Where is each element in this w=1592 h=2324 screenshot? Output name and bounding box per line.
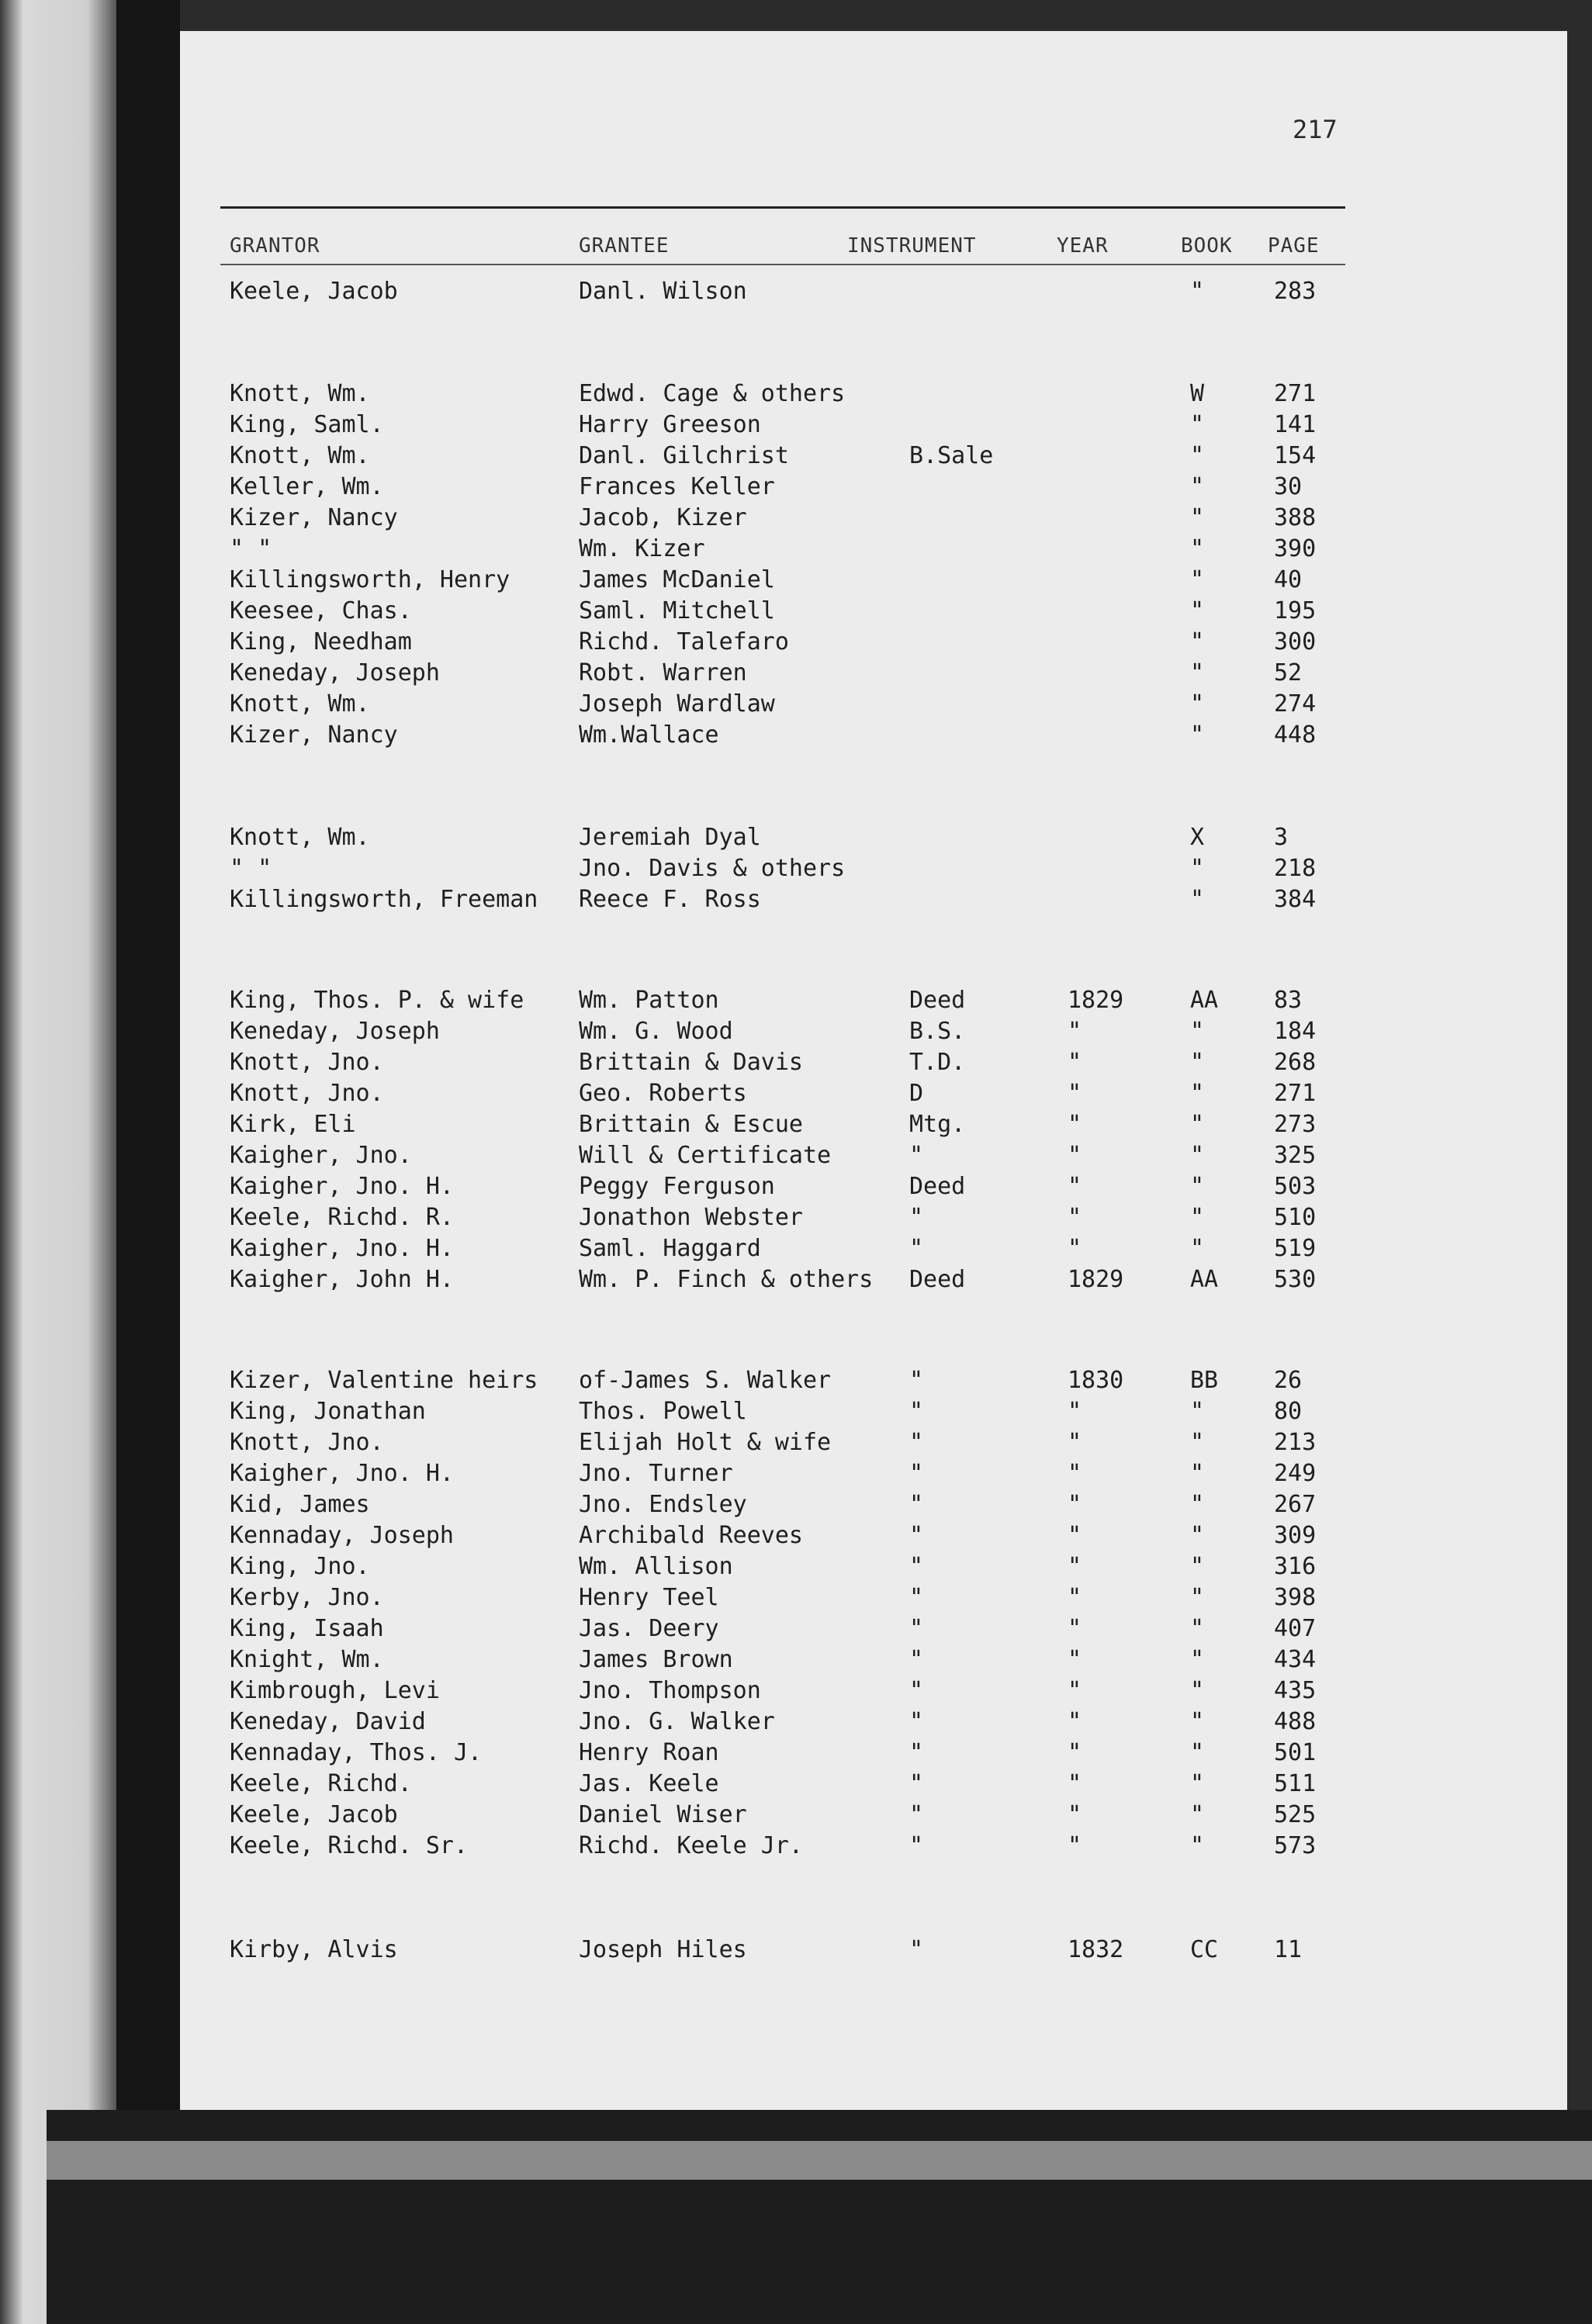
row-grantee: Jno. Endsley: [579, 1491, 747, 1518]
header-grantee: GRANTEE: [579, 234, 670, 258]
row-book: ": [1190, 1049, 1205, 1076]
row-book: ": [1190, 1491, 1205, 1518]
row-year: ": [1068, 1111, 1082, 1138]
ledger-row: [180, 886, 1567, 917]
row-book: ": [1190, 1739, 1205, 1766]
row-instrument: Deed: [909, 1266, 966, 1293]
row-book: ": [1190, 597, 1205, 624]
row-year: ": [1068, 1398, 1082, 1425]
row-grantor: Kaigher, John H.: [230, 1266, 454, 1293]
row-grantee: Wm. Allison: [579, 1553, 733, 1580]
ledger-row: [180, 1080, 1567, 1111]
row-instrument: ": [909, 1584, 924, 1611]
row-book: BB: [1190, 1367, 1219, 1394]
row-grantee: Thos. Powell: [579, 1398, 747, 1425]
ledger-row: [180, 1936, 1567, 1967]
row-page: 268: [1274, 1049, 1317, 1076]
row-grantee: Joseph Hiles: [579, 1936, 747, 1963]
row-year: 1829: [1068, 987, 1124, 1014]
row-book: ": [1190, 1429, 1205, 1456]
row-book: ": [1190, 1111, 1205, 1138]
row-year: ": [1068, 1522, 1082, 1549]
row-instrument: ": [909, 1142, 924, 1169]
row-grantor: Kaigher, Jno. H.: [230, 1173, 454, 1200]
row-instrument: Deed: [909, 987, 966, 1014]
ledger-row: [180, 1235, 1567, 1266]
row-year: ": [1068, 1080, 1082, 1107]
row-grantee: Henry Roan: [579, 1739, 719, 1766]
ledger-row: [180, 855, 1567, 886]
header-book: BOOK: [1181, 234, 1233, 258]
row-page: 316: [1274, 1553, 1317, 1580]
row-grantor: Kennaday, Thos. J.: [230, 1739, 483, 1766]
ledger-row: [180, 1708, 1567, 1739]
row-year: ": [1068, 1646, 1082, 1673]
row-book: ": [1190, 1398, 1205, 1425]
row-grantee: Henry Teel: [579, 1584, 719, 1611]
header-year: YEAR: [1057, 234, 1109, 258]
row-book: AA: [1190, 987, 1219, 1014]
row-page: 510: [1274, 1204, 1317, 1231]
row-instrument: T.D.: [909, 1049, 966, 1076]
row-year: 1830: [1068, 1367, 1124, 1394]
row-grantee: Richd. Talefaro: [579, 628, 789, 655]
row-page: 407: [1274, 1615, 1317, 1642]
row-year: ": [1068, 1460, 1082, 1487]
row-grantor: Kirby, Alvis: [230, 1936, 398, 1963]
row-grantor: Keele, Jacob: [230, 278, 398, 305]
row-grantee: Wm. P. Finch & others: [579, 1266, 874, 1293]
row-grantee: Jas. Deery: [579, 1615, 719, 1642]
row-grantee: Daniel Wiser: [579, 1801, 747, 1828]
row-page: 573: [1274, 1832, 1317, 1859]
ledger-row: [180, 1460, 1567, 1491]
row-page: 52: [1274, 659, 1303, 686]
row-instrument: ": [909, 1646, 924, 1673]
row-page: 213: [1274, 1429, 1317, 1456]
row-grantee: Jno. Turner: [579, 1460, 733, 1487]
row-instrument: Deed: [909, 1173, 966, 1200]
row-grantor: Keesee, Chas.: [230, 597, 412, 624]
row-page: 271: [1274, 1080, 1317, 1107]
row-grantee: Wm.Wallace: [579, 721, 719, 749]
row-book: ": [1190, 278, 1205, 305]
row-grantee: Jno. Thompson: [579, 1677, 761, 1704]
row-book: ": [1190, 1173, 1205, 1200]
row-page: 83: [1274, 987, 1303, 1014]
ledger-row: [180, 628, 1567, 659]
row-page: 448: [1274, 721, 1317, 749]
row-instrument: ": [909, 1615, 924, 1642]
row-page: 398: [1274, 1584, 1317, 1611]
row-book: ": [1190, 1235, 1205, 1262]
ledger-row: [180, 1832, 1567, 1863]
row-instrument: ": [909, 1801, 924, 1828]
row-page: 384: [1274, 886, 1317, 913]
row-book: ": [1190, 1770, 1205, 1797]
row-book: ": [1190, 659, 1205, 686]
row-book: ": [1190, 1204, 1205, 1231]
row-book: ": [1190, 721, 1205, 749]
row-instrument: ": [909, 1204, 924, 1231]
row-book: ": [1190, 566, 1205, 593]
row-grantor: King, Isaah: [230, 1615, 384, 1642]
ledger-row: [180, 1770, 1567, 1801]
row-page: 300: [1274, 628, 1317, 655]
row-book: ": [1190, 1460, 1205, 1487]
row-grantee: Jas. Keele: [579, 1770, 719, 1797]
row-grantee: Reece F. Ross: [579, 886, 761, 913]
row-grantor: King, Needham: [230, 628, 412, 655]
row-year: ": [1068, 1584, 1082, 1611]
row-year: 1832: [1068, 1936, 1124, 1963]
row-book: ": [1190, 1615, 1205, 1642]
row-grantee: James Brown: [579, 1646, 733, 1673]
ledger-row: [180, 1204, 1567, 1235]
row-grantor: Keele, Richd. R.: [230, 1204, 454, 1231]
row-page: 184: [1274, 1018, 1317, 1045]
row-instrument: ": [909, 1460, 924, 1487]
row-grantee: Elijah Holt & wife: [579, 1429, 832, 1456]
row-grantee: Harry Greeson: [579, 411, 761, 438]
row-page: 30: [1274, 473, 1303, 500]
row-page: 309: [1274, 1522, 1317, 1549]
ledger-row: [180, 1553, 1567, 1584]
row-year: ": [1068, 1770, 1082, 1797]
row-grantor: Knott, Jno.: [230, 1080, 384, 1107]
ledger-row: [180, 597, 1567, 628]
ledger-row: [180, 1266, 1567, 1297]
row-grantee: Frances Keller: [579, 473, 775, 500]
row-grantee: Joseph Wardlaw: [579, 690, 775, 718]
header-instrument: INSTRUMENT: [847, 234, 977, 258]
ledger-row: [180, 473, 1567, 504]
row-grantee: Jno. G. Walker: [579, 1708, 775, 1735]
row-grantor: King, Saml.: [230, 411, 384, 438]
row-instrument: B.Sale: [909, 442, 994, 469]
header-bottom-rule: [220, 264, 1345, 265]
row-grantor: Keele, Jacob: [230, 1801, 398, 1828]
row-grantor: " ": [230, 535, 272, 562]
row-book: ": [1190, 1832, 1205, 1859]
page-number: 217: [1293, 115, 1338, 144]
row-page: 26: [1274, 1367, 1303, 1394]
row-instrument: Mtg.: [909, 1111, 966, 1138]
row-page: 3: [1274, 824, 1289, 851]
row-grantor: Knott, Wm.: [230, 442, 370, 469]
row-grantee: Brittain & Davis: [579, 1049, 803, 1076]
row-book: W: [1190, 380, 1205, 407]
row-book: ": [1190, 1708, 1205, 1735]
row-book: ": [1190, 628, 1205, 655]
header-top-rule: [220, 206, 1345, 209]
row-book: ": [1190, 1801, 1205, 1828]
row-grantee: of-James S. Walker: [579, 1367, 832, 1394]
row-page: 80: [1274, 1398, 1303, 1425]
row-book: ": [1190, 886, 1205, 913]
row-page: 273: [1274, 1111, 1317, 1138]
row-page: 249: [1274, 1460, 1317, 1487]
row-grantor: Kaigher, Jno. H.: [230, 1460, 454, 1487]
row-grantee: Brittain & Escue: [579, 1111, 803, 1138]
row-page: 267: [1274, 1491, 1317, 1518]
row-book: ": [1190, 1677, 1205, 1704]
row-grantor: Keele, Richd. Sr.: [230, 1832, 469, 1859]
row-page: 434: [1274, 1646, 1317, 1673]
ledger-row: [180, 1677, 1567, 1708]
row-page: 195: [1274, 597, 1317, 624]
ledger-row: [180, 278, 1567, 309]
row-instrument: ": [909, 1491, 924, 1518]
row-grantor: Keneday, Joseph: [230, 1018, 440, 1045]
scanner-edge-highlight: [47, 2141, 1592, 2180]
row-instrument: ": [909, 1770, 924, 1797]
row-book: ": [1190, 1553, 1205, 1580]
row-grantee: Jno. Davis & others: [579, 855, 846, 882]
row-book: ": [1190, 1646, 1205, 1673]
row-grantor: Knott, Wm.: [230, 380, 370, 407]
row-book: ": [1190, 535, 1205, 562]
row-book: ": [1190, 1018, 1205, 1045]
row-page: 519: [1274, 1235, 1317, 1262]
row-instrument: ": [909, 1429, 924, 1456]
ledger-row: [180, 1142, 1567, 1173]
ledger-row: [180, 690, 1567, 721]
ledger-row: [180, 1522, 1567, 1553]
ledger-row: [180, 411, 1567, 442]
ledger-row: [180, 566, 1567, 597]
row-grantor: Keller, Wm.: [230, 473, 384, 500]
row-year: ": [1068, 1739, 1082, 1766]
ledger-row: [180, 824, 1567, 855]
row-year: ": [1068, 1677, 1082, 1704]
row-instrument: ": [909, 1936, 924, 1963]
row-year: ": [1068, 1553, 1082, 1580]
row-instrument: B.S.: [909, 1018, 966, 1045]
row-page: 511: [1274, 1770, 1317, 1797]
row-grantor: King, Thos. P. & wife: [230, 987, 524, 1014]
row-year: ": [1068, 1142, 1082, 1169]
row-instrument: ": [909, 1553, 924, 1580]
ledger-row: [180, 1049, 1567, 1080]
row-page: 501: [1274, 1739, 1317, 1766]
row-instrument: ": [909, 1739, 924, 1766]
row-grantor: Kennaday, Joseph: [230, 1522, 454, 1549]
row-grantee: Will & Certificate: [579, 1142, 832, 1169]
row-grantee: Archibald Reeves: [579, 1522, 803, 1549]
row-page: 325: [1274, 1142, 1317, 1169]
row-year: ": [1068, 1235, 1082, 1262]
row-year: ": [1068, 1429, 1082, 1456]
row-grantor: Keneday, David: [230, 1708, 426, 1735]
row-book: ": [1190, 411, 1205, 438]
row-year: ": [1068, 1801, 1082, 1828]
row-book: ": [1190, 855, 1205, 882]
row-book: ": [1190, 1584, 1205, 1611]
ledger-row: [180, 1429, 1567, 1460]
row-grantee: Jeremiah Dyal: [579, 824, 761, 851]
row-grantee: Peggy Ferguson: [579, 1173, 775, 1200]
ledger-row: [180, 442, 1567, 473]
row-instrument: D: [909, 1080, 924, 1107]
row-year: ": [1068, 1491, 1082, 1518]
ledger-row: [180, 1739, 1567, 1770]
row-year: 1829: [1068, 1266, 1124, 1293]
row-page: 530: [1274, 1266, 1317, 1293]
row-page: 283: [1274, 278, 1317, 305]
row-grantee: Wm. G. Wood: [579, 1018, 733, 1045]
row-book: X: [1190, 824, 1205, 851]
row-instrument: ": [909, 1367, 924, 1394]
row-grantee: Edwd. Cage & others: [579, 380, 846, 407]
row-page: 11: [1274, 1936, 1303, 1963]
row-page: 154: [1274, 442, 1317, 469]
row-grantor: Kirk, Eli: [230, 1111, 356, 1138]
row-year: ": [1068, 1018, 1082, 1045]
row-page: 390: [1274, 535, 1317, 562]
row-grantor: Knott, Wm.: [230, 690, 370, 718]
row-page: 274: [1274, 690, 1317, 718]
row-book: ": [1190, 1522, 1205, 1549]
row-instrument: ": [909, 1398, 924, 1425]
row-grantee: Robt. Warren: [579, 659, 747, 686]
book-spine: [116, 0, 180, 2324]
header-page: PAGE: [1268, 234, 1320, 258]
row-grantor: Kaigher, Jno. H.: [230, 1235, 454, 1262]
row-grantor: Knight, Wm.: [230, 1646, 384, 1673]
row-year: ": [1068, 1204, 1082, 1231]
ledger-row: [180, 504, 1567, 535]
ledger-row: [180, 1173, 1567, 1204]
row-grantee: Jonathon Webster: [579, 1204, 803, 1231]
row-page: 388: [1274, 504, 1317, 531]
row-grantee: Danl. Gilchrist: [579, 442, 789, 469]
ledger-row: [180, 1018, 1567, 1049]
row-grantor: Killingsworth, Freeman: [230, 886, 538, 913]
row-grantor: Kizer, Valentine heirs: [230, 1367, 538, 1394]
row-book: CC: [1190, 1936, 1219, 1963]
row-page: 435: [1274, 1677, 1317, 1704]
ledger-row: [180, 380, 1567, 411]
ledger-row: [180, 1801, 1567, 1832]
row-year: ": [1068, 1615, 1082, 1642]
row-book: AA: [1190, 1266, 1219, 1293]
row-grantor: Kaigher, Jno.: [230, 1142, 412, 1169]
row-year: ": [1068, 1708, 1082, 1735]
row-page: 503: [1274, 1173, 1317, 1200]
row-page: 141: [1274, 411, 1317, 438]
row-book: ": [1190, 1142, 1205, 1169]
ledger-row: [180, 721, 1567, 752]
ledger-page: [180, 31, 1567, 2110]
ledger-row: [180, 1584, 1567, 1615]
row-grantee: Wm. Patton: [579, 987, 719, 1014]
row-book: ": [1190, 504, 1205, 531]
row-instrument: ": [909, 1522, 924, 1549]
row-page: 271: [1274, 380, 1317, 407]
row-grantor: Keneday, Joseph: [230, 659, 440, 686]
row-instrument: ": [909, 1677, 924, 1704]
ledger-row: [180, 659, 1567, 690]
row-grantor: Kerby, Jno.: [230, 1584, 384, 1611]
row-grantee: Geo. Roberts: [579, 1080, 747, 1107]
row-grantor: Kimbrough, Levi: [230, 1677, 440, 1704]
row-grantor: King, Jonathan: [230, 1398, 426, 1425]
row-book: ": [1190, 1080, 1205, 1107]
row-grantee: Danl. Wilson: [579, 278, 747, 305]
row-page: 40: [1274, 566, 1303, 593]
ledger-row: [180, 1398, 1567, 1429]
ledger-row: [180, 535, 1567, 566]
header-grantor: GRANTOR: [230, 234, 320, 258]
row-page: 218: [1274, 855, 1317, 882]
ledger-row: [180, 987, 1567, 1018]
row-book: ": [1190, 690, 1205, 718]
row-grantor: Kizer, Nancy: [230, 721, 398, 749]
row-year: ": [1068, 1049, 1082, 1076]
row-grantor: King, Jno.: [230, 1553, 370, 1580]
ledger-row: [180, 1646, 1567, 1677]
row-year: ": [1068, 1832, 1082, 1859]
row-instrument: ": [909, 1235, 924, 1262]
row-grantor: Knott, Jno.: [230, 1049, 384, 1076]
ledger-row: [180, 1615, 1567, 1646]
row-grantee: Jacob, Kizer: [579, 504, 747, 531]
row-grantor: Kizer, Nancy: [230, 504, 398, 531]
adjacent-page-binding: [0, 0, 116, 2324]
row-book: ": [1190, 473, 1205, 500]
row-grantor: Keele, Richd.: [230, 1770, 412, 1797]
row-instrument: ": [909, 1832, 924, 1859]
ledger-row: [180, 1111, 1567, 1142]
row-grantor: " ": [230, 855, 272, 882]
row-page: 488: [1274, 1708, 1317, 1735]
row-grantee: Saml. Haggard: [579, 1235, 761, 1262]
ledger-row: [180, 1491, 1567, 1522]
row-grantor: Killingsworth, Henry: [230, 566, 510, 593]
row-year: ": [1068, 1173, 1082, 1200]
row-grantor: Kid, James: [230, 1491, 370, 1518]
row-grantor: Knott, Jno.: [230, 1429, 384, 1456]
row-page: 525: [1274, 1801, 1317, 1828]
row-grantor: Knott, Wm.: [230, 824, 370, 851]
row-grantee: Richd. Keele Jr.: [579, 1832, 803, 1859]
row-instrument: ": [909, 1708, 924, 1735]
row-grantee: Saml. Mitchell: [579, 597, 775, 624]
row-grantee: Wm. Kizer: [579, 535, 705, 562]
row-book: ": [1190, 442, 1205, 469]
ledger-row: [180, 1367, 1567, 1398]
row-grantee: James McDaniel: [579, 566, 775, 593]
